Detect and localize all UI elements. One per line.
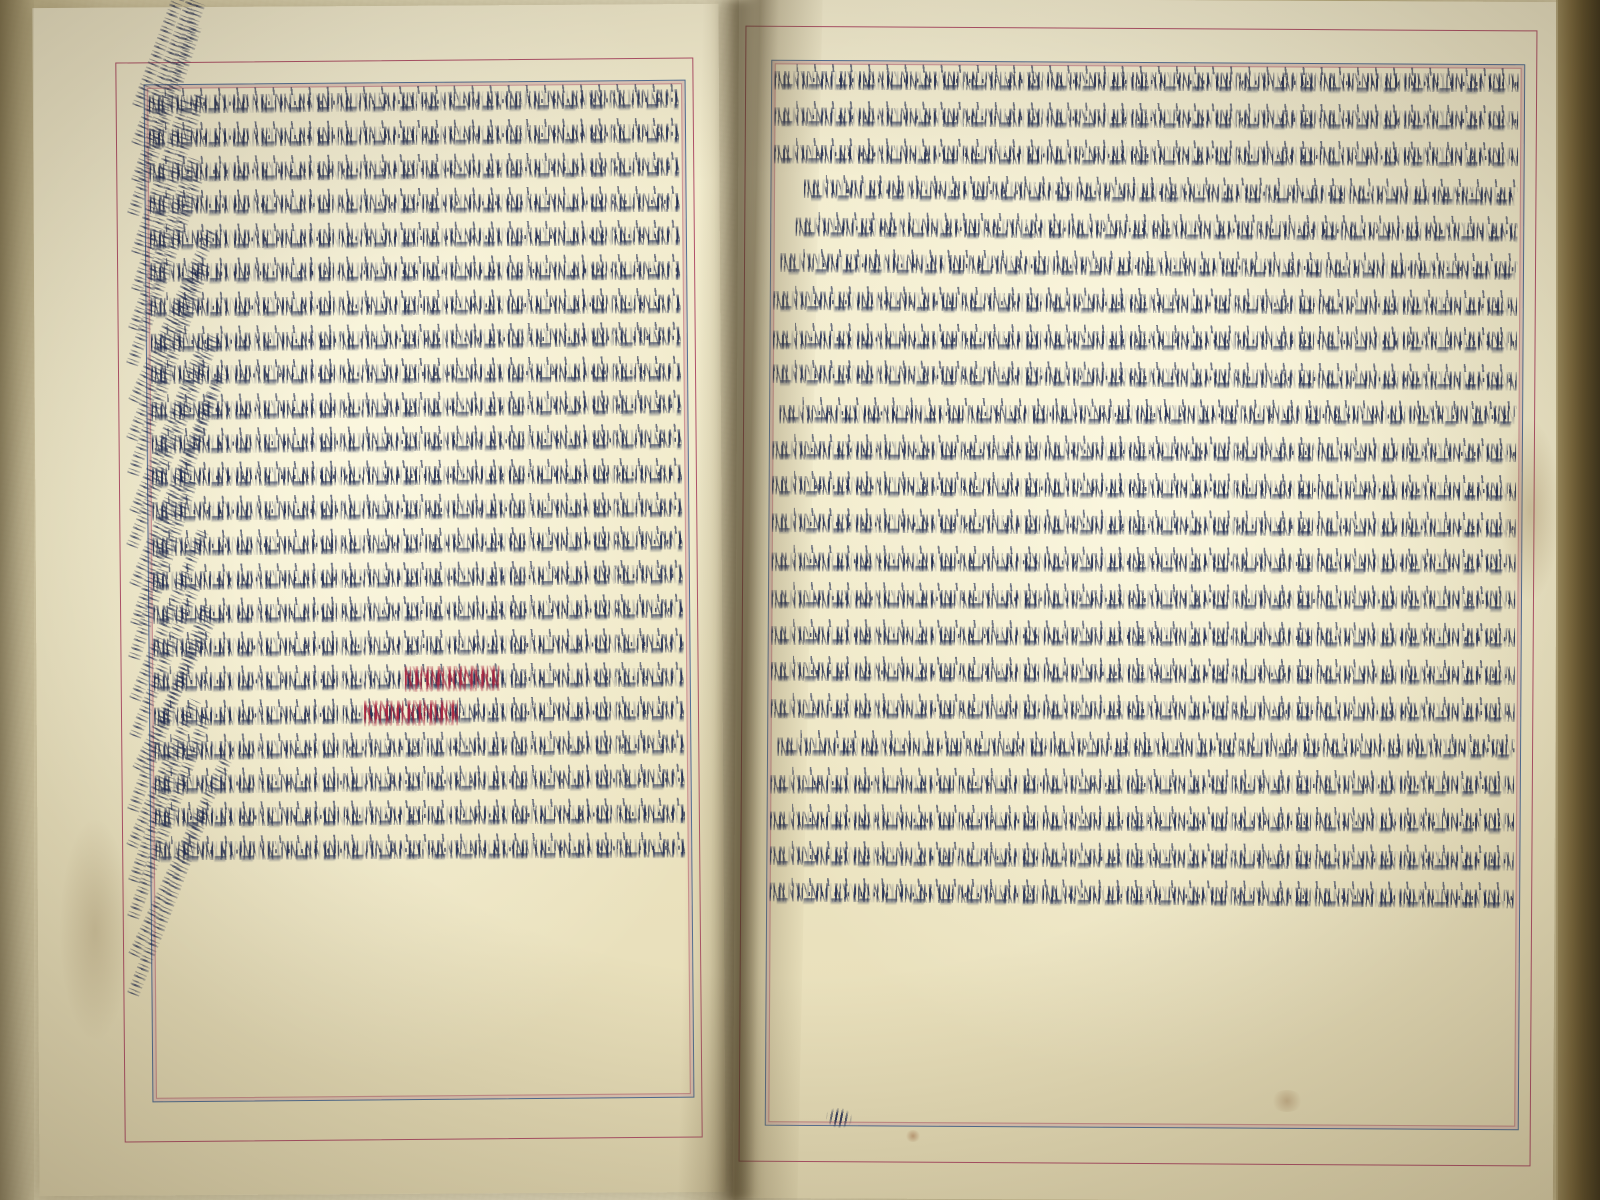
- left-page-text-block: [149, 84, 686, 871]
- text-line: [773, 360, 1517, 400]
- text-line: [770, 804, 1514, 844]
- text-line: [774, 175, 1518, 215]
- book-left-edge: [0, 0, 34, 1200]
- text-line: [774, 101, 1518, 141]
- text-line: [771, 656, 1515, 696]
- text-line: [771, 619, 1515, 659]
- margin-note-text: [126, 807, 127, 808]
- text-line: [154, 662, 684, 700]
- rubric-heading: [404, 665, 499, 692]
- margin-note-text: [130, 621, 131, 622]
- text-line: [770, 730, 1514, 770]
- margin-note-text: [127, 915, 128, 916]
- margin-note-text: [127, 991, 128, 992]
- margin-note-text: [131, 178, 132, 179]
- right-page-text-block: [769, 64, 1518, 920]
- text-line: [151, 322, 681, 360]
- margin-note-text: [127, 472, 128, 473]
- margin-note-text: [131, 141, 132, 142]
- text-line: [772, 508, 1516, 548]
- text-line: [771, 582, 1515, 622]
- text-line: [152, 526, 682, 564]
- text-line: [154, 696, 684, 734]
- margin-note-text: [126, 544, 127, 545]
- text-line: [774, 138, 1518, 178]
- text-line: [772, 434, 1516, 474]
- gutter-shadow: [716, 0, 760, 1200]
- text-line: [150, 254, 680, 292]
- margin-note-text: [126, 361, 127, 362]
- margin-note-text: [129, 733, 130, 734]
- text-line: [773, 212, 1517, 252]
- text-line: [153, 628, 683, 666]
- margin-note-text: [132, 766, 133, 767]
- text-line: [773, 249, 1517, 289]
- margin-note-text: [127, 211, 128, 212]
- text-line: [153, 560, 683, 598]
- text-line: [150, 288, 680, 326]
- text-line: [151, 356, 681, 394]
- text-line: [155, 832, 685, 870]
- text-line: [155, 764, 685, 802]
- text-line: [154, 730, 684, 768]
- text-line: [771, 545, 1515, 585]
- book-fore-edge: [1558, 0, 1600, 1200]
- text-line: [153, 594, 683, 632]
- margin-note-text: [126, 843, 127, 844]
- catchword: [825, 1107, 853, 1130]
- text-line: [152, 492, 682, 530]
- text-line: [149, 84, 679, 122]
- margin-note-text: [128, 951, 129, 952]
- text-line: [770, 841, 1514, 881]
- text-line: [152, 458, 682, 496]
- text-line: [149, 152, 679, 190]
- margin-note-text: [131, 250, 132, 251]
- text-line: [772, 471, 1516, 511]
- text-line: [770, 767, 1514, 807]
- rubric-heading: [363, 700, 458, 727]
- text-line: [152, 424, 682, 462]
- text-line: [151, 390, 681, 428]
- margin-note-text: [128, 655, 129, 656]
- text-line: [773, 323, 1517, 363]
- text-line: [773, 286, 1517, 326]
- text-line: [150, 220, 680, 258]
- text-line: [774, 64, 1518, 104]
- text-line: [772, 397, 1516, 437]
- text-line: [149, 118, 679, 156]
- text-line: [771, 693, 1515, 733]
- text-line: [155, 798, 685, 836]
- text-line: [769, 878, 1513, 918]
- margin-note-text: [126, 437, 127, 438]
- text-line: [149, 186, 679, 224]
